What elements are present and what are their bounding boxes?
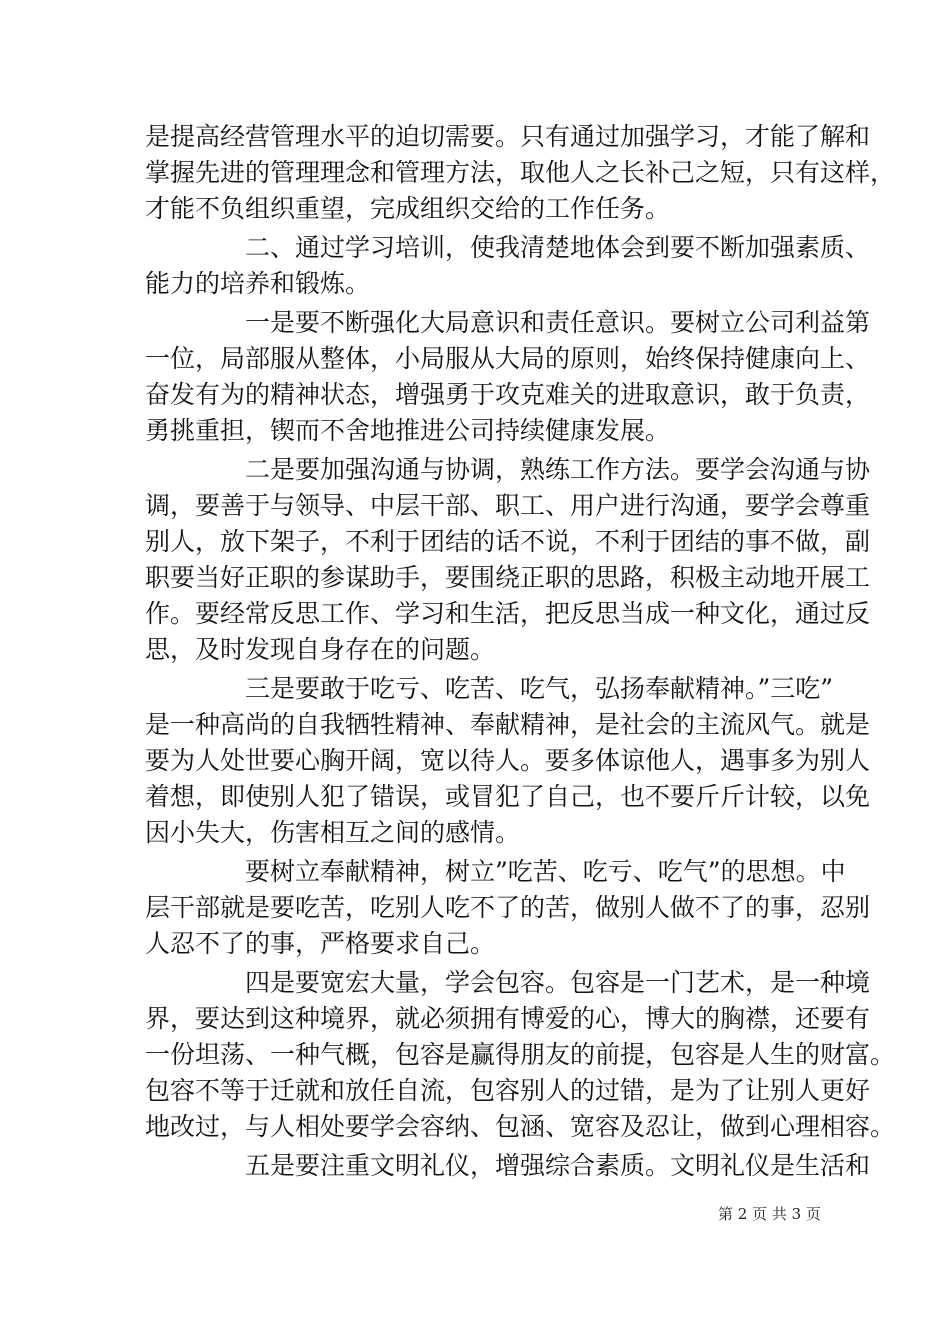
text-line: 五是要注重文明礼仪，增强综合素质。文明礼仪是生活和 [245,1151,871,1180]
text-line: 别人，放下架子，不利于团结的话不说，不利于团结的事不做，副 [145,527,871,556]
text-line: 是提高经营管理水平的迫切需要。只有通过加强学习，才能了解和 [145,122,871,151]
text-line: 是一种高尚的自我牺牲精神、奉献精神，是社会的主流风气。就是 [145,710,871,739]
text-line: 地改过，与人相处要学会容纳、包涵、宽容及忍让，做到心理相容。 [145,1112,896,1141]
text-line: 一是要不断强化大局意识和责任意识。要树立公司利益第 [245,308,871,337]
text-line: 要树立奉献精神，树立”吃苦、吃亏、吃气”的思想。中 [245,857,846,886]
section-heading-line: 二、通过学习培训，使我清楚地体会到要不断加强素质、 [245,233,871,262]
text-line: 作。要经常反思工作、学习和生活，把反思当成一种文化，通过反 [145,599,871,628]
text-line: 奋发有为的精神状态，增强勇于攻克难关的进取意识，敢于负责， [145,380,871,409]
text-line: 一份坦荡、一种气概，包容是赢得朋友的前提，包容是人生的财富。 [145,1040,896,1069]
text-line: 界，要达到这种境界，就必须拥有博爱的心，博大的胸襟，还要有 [145,1004,871,1033]
text-line: 职要当好正职的参谋助手，要围绕正职的思路，积极主动地开展工 [145,563,871,592]
text-line: 因小失大，伤害相互之间的感情。 [145,818,521,847]
text-line: 掌握先进的管理理念和管理方法，取他人之长补己之短，只有这样， [145,158,896,187]
text-line: 四是要宽宏大量，学会包容。包容是一门艺术，是一种境 [245,968,871,997]
text-line: 思，及时发现自身存在的问题。 [145,635,496,664]
text-line: 要为人处世要心胸开阔，宽以待人。要多体谅他人，遇事多为别人 [145,746,871,775]
text-line: 才能不负组织重望，完成组织交给的工作任务。 [145,194,671,223]
text-line: 人忍不了的事，严格要求自己。 [145,929,496,958]
page-number-footer: 第 2 页 共 3 页 [718,1205,821,1223]
text-line: 着想，即使别人犯了错误，或冒犯了自己，也不要斤斤计较，以免 [145,782,871,811]
text-line: 层干部就是要吃苦，吃别人吃不了的苦，做别人做不了的事，忍别 [145,893,871,922]
text-line: 调，要善于与领导、中层干部、职工、用户进行沟通，要学会尊重 [145,491,871,520]
text-line: 勇挑重担，锲而不舍地推进公司持续健康发展。 [145,416,671,445]
text-line: 三是要敢于吃亏、吃苦、吃气，弘扬奉献精神。”三吃” [245,674,834,703]
text-line: 包容不等于迁就和放任自流，包容别人的过错，是为了让别人更好 [145,1076,871,1105]
text-line: 二是要加强沟通与协调，熟练工作方法。要学会沟通与协 [245,455,871,484]
text-line: 一位，局部服从整体，小局服从大局的原则，始终保持健康向上、 [145,344,871,373]
section-heading-line: 能力的培养和锻炼。 [145,269,371,298]
